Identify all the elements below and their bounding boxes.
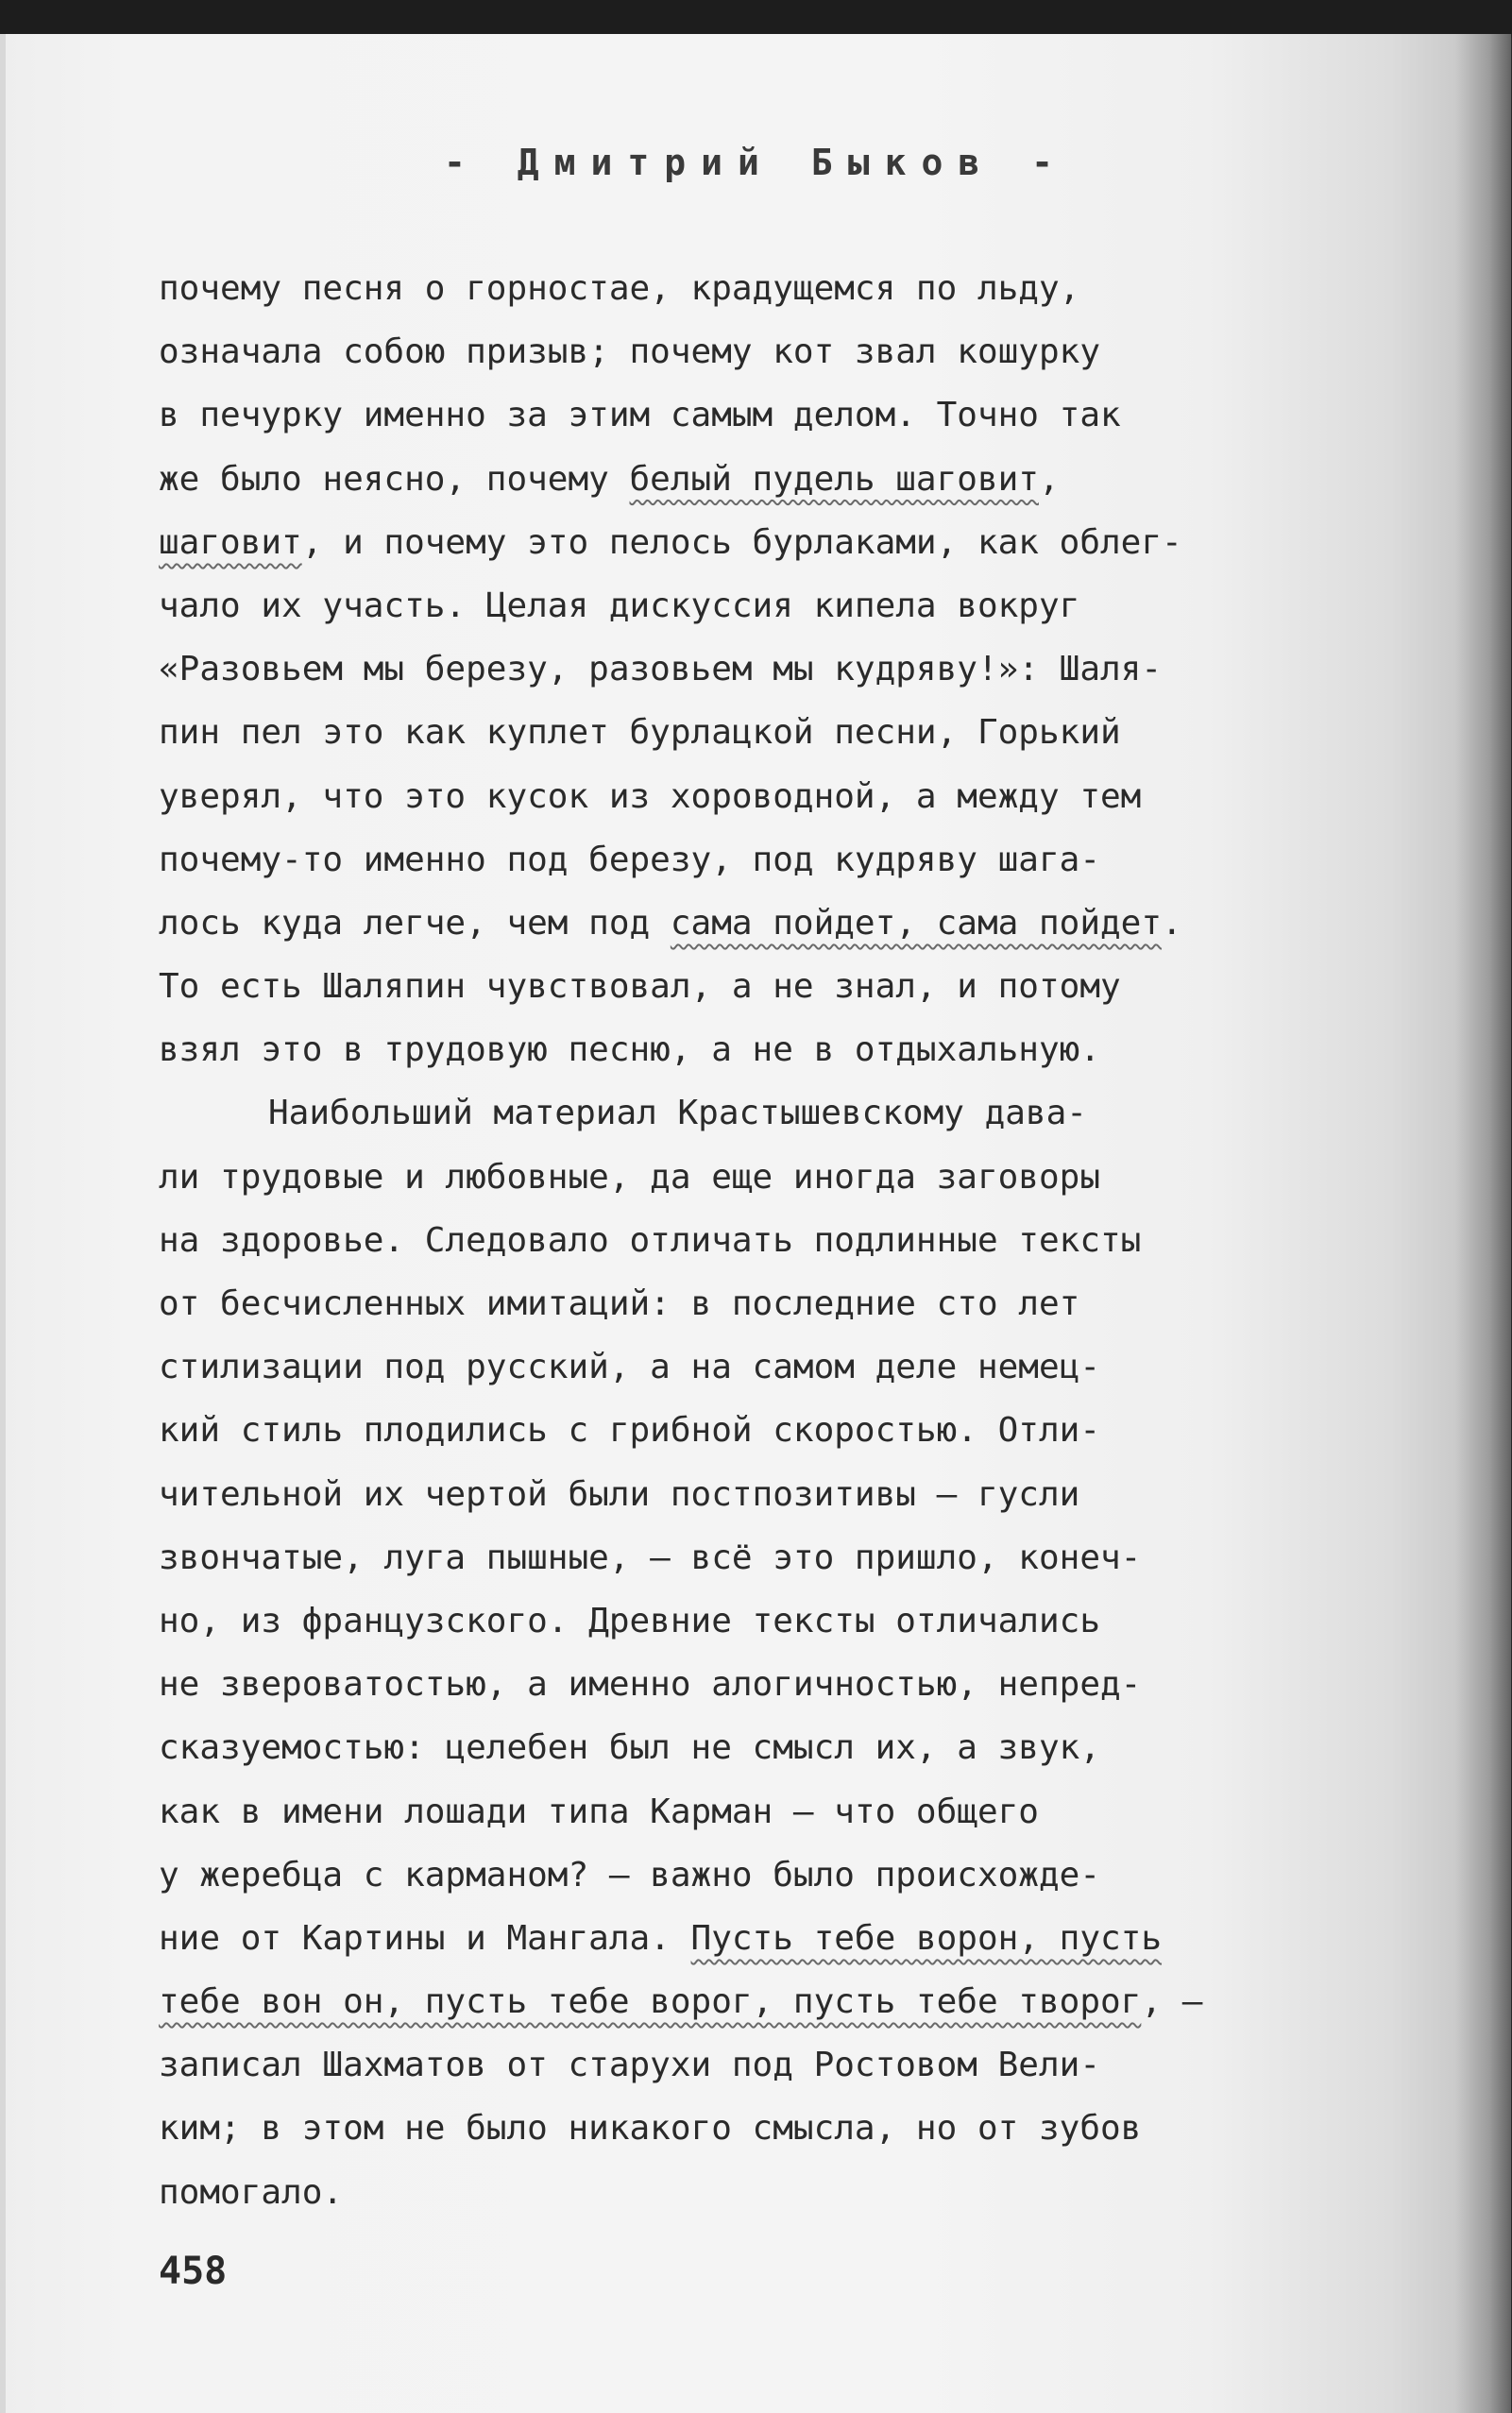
text-segment: пин пел это как куплет бурлацкой песни, Горький	[159, 713, 1121, 753]
text-segment: чительной их чертой были постпозитивы — гусли	[159, 1474, 1080, 1514]
book-top-edge	[0, 0, 1512, 38]
text-segment: у жеребца с карманом? — важно было происхожде-	[159, 1855, 1100, 1895]
spine-shadow	[1455, 34, 1512, 2413]
page-number: 458	[159, 2250, 228, 2293]
text-segment: почему-то именно под березу, под кудряву шага-	[159, 840, 1100, 879]
underlined-phrase: белый пудель шаговит	[629, 459, 1039, 499]
text-line	[159, 1399, 1443, 1462]
underlined-phrase: сама пойдет, сама пойдет	[670, 903, 1163, 943]
body-text	[159, 257, 1443, 2224]
text-line	[159, 1463, 1443, 1526]
text-line	[159, 1716, 1443, 1779]
text-line	[159, 574, 1443, 637]
text-line	[159, 383, 1443, 447]
text-segment: То есть Шаляпин чувствовал, а не знал, и потому	[159, 967, 1121, 1007]
text-segment: кий стиль плодились с грибной скоростью. Отли-	[159, 1411, 1100, 1451]
text-line	[159, 320, 1443, 383]
text-segment: «Разовьем мы березу, разовьем мы кудряву!»: Шаля-	[159, 650, 1163, 689]
running-title: - Дмитрий Быков -	[444, 142, 1068, 183]
text-line	[159, 1844, 1443, 1907]
text-line	[159, 2033, 1443, 2097]
text-segment: , и почему это пелось бурлаками, как облег-	[301, 522, 1182, 562]
text-segment: от бесчисленных имитаций: в последние сто лет	[159, 1284, 1080, 1323]
text-line	[159, 828, 1443, 892]
text-line	[159, 2161, 1443, 2224]
text-line	[159, 1081, 1443, 1145]
text-segment: Наибольший материал Крастышевскому дава-	[268, 1094, 1087, 1133]
text-segment: , —	[1141, 1982, 1203, 2022]
text-segment: уверял, что это кусок из хороводной, а между тем	[159, 776, 1142, 816]
text-segment: .	[1162, 903, 1182, 943]
text-line	[159, 892, 1443, 955]
text-line	[159, 765, 1443, 828]
underlined-phrase: Пусть тебе ворон, пусть	[690, 1918, 1163, 1958]
text-line	[159, 1970, 1443, 2033]
text-segment: ким; в этом не было никакого смысла, но от зубов	[159, 2109, 1142, 2149]
text-segment: помогало.	[159, 2172, 344, 2212]
page-left-edge	[0, 34, 6, 2413]
text-segment: чало их участь. Целая дискуссия кипела вокруг	[159, 586, 1080, 625]
text-line	[159, 1526, 1443, 1589]
text-line	[159, 1589, 1443, 1653]
text-segment: как в имени лошади типа Карман — что общего	[159, 1792, 1039, 1831]
text-segment: но, из французского. Древние тексты отличались	[159, 1601, 1100, 1640]
text-segment: стилизации под русский, а на самом деле немец-	[159, 1348, 1100, 1387]
text-line	[159, 1780, 1443, 1844]
text-segment: сказуемостью: целебен был не смысл их, а звук,	[159, 1728, 1100, 1768]
text-segment: ли трудовые и любовные, да еще иногда заговоры	[159, 1157, 1100, 1197]
text-segment: же было неясно, почему	[159, 459, 630, 499]
underlined-phrase: тебе вон он, пусть тебе ворог, пусть тебе творог	[159, 1982, 1142, 2022]
text-line	[159, 1272, 1443, 1335]
text-line	[159, 955, 1443, 1018]
text-line	[159, 1209, 1443, 1272]
text-line	[159, 511, 1443, 574]
text-line	[159, 2097, 1443, 2160]
text-segment: лось куда легче, чем под	[159, 903, 671, 943]
text-segment: звончатые, луга пышные, — всё это пришло, конеч-	[159, 1538, 1142, 1577]
text-segment: на здоровье. Следовало отличать подлинные тексты	[159, 1220, 1142, 1260]
text-segment: ,	[1038, 459, 1060, 499]
text-segment: почему песня о горностае, крадущемся по льду,	[159, 269, 1080, 308]
text-segment: означала собою призыв; почему кот звал кошурку	[159, 332, 1100, 372]
text-line	[159, 1018, 1443, 1081]
underlined-phrase: шаговит	[159, 522, 302, 562]
text-segment: в печурку именно за этим самым делом. Точно так	[159, 396, 1121, 435]
text-line	[159, 701, 1443, 764]
text-line	[159, 257, 1443, 320]
text-segment: взял это в трудовую песню, а не в отдыхальную.	[159, 1030, 1100, 1070]
text-line	[159, 637, 1443, 701]
text-line	[159, 1146, 1443, 1209]
text-line	[159, 448, 1443, 511]
text-line	[159, 1335, 1443, 1399]
text-segment: записал Шахматов от старухи под Ростовом Вели-	[159, 2046, 1100, 2085]
text-line	[159, 1907, 1443, 1970]
text-segment: ние от Картины и Мангала.	[159, 1918, 691, 1958]
text-segment: не звероватостью, а именно алогичностью, непред-	[159, 1665, 1142, 1705]
text-line	[159, 1653, 1443, 1716]
